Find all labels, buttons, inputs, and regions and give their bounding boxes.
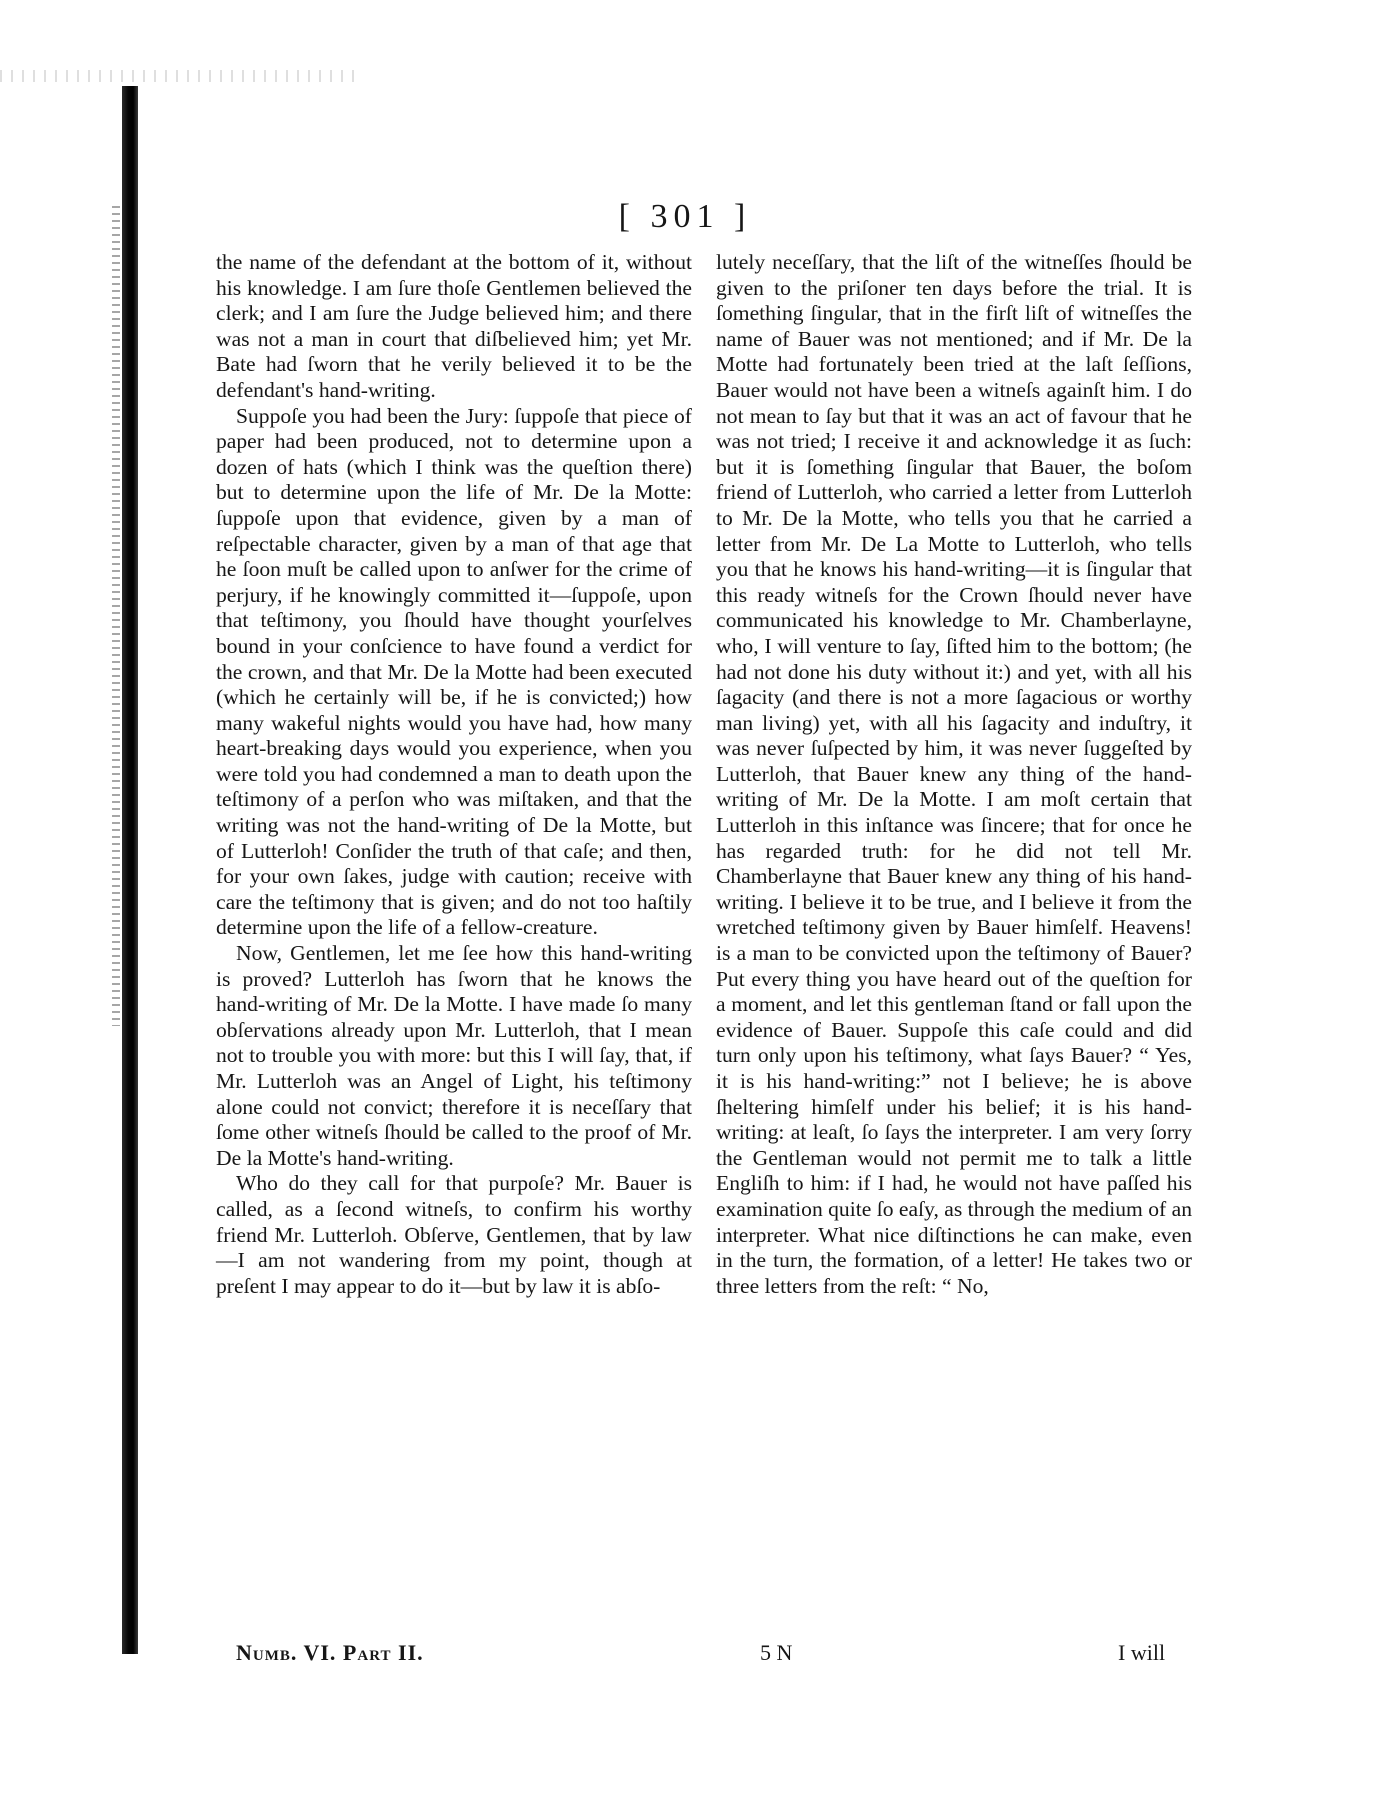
right-column xyxy=(716,250,1192,1299)
left-column xyxy=(216,250,692,1299)
signature-mark: Numb. VI. Part II. xyxy=(236,1640,424,1665)
paragraph: the name of the defendant at the bottom of it, without his knowledge. I am ſure thoſe Gentlemen believed the clerk; and I am ſure the Judge believed him; and there was not a man in court that diſbelieved him; yet Mr. Bate had ſworn that he verily believed it to be the defendant's hand-writing. xyxy=(216,250,692,402)
catchword: I will xyxy=(1118,1640,1166,1665)
page-number: [ 301 ] xyxy=(618,198,752,235)
paragraph: Who do they call for that purpoſe? Mr. Bauer is called, as a ſecond witneſs, to confirm his worthy friend Mr. Lutterloh. Obſerve, Gentlemen, that by law—I am not wandering from my point, though at preſent I may appear to do it—but by law it is abſo- xyxy=(216,1171,692,1298)
scan-noise xyxy=(0,70,360,82)
sheet-mark: 5 N xyxy=(760,1640,793,1665)
book-binding-shadow xyxy=(122,86,138,1654)
paragraph: Now, Gentlemen, let me ſee how this hand-writing is proved? Lutterloh has ſworn that he knows the hand-writing of Mr. De la Motte. I have made ſo many obſervations already upon Mr. Lutterloh, that I mean not to trouble you with more: but this I will ſay, that, if Mr. Lutterloh was an Angel of Light, his teſtimony alone could not convict; therefore it is neceſſary that ſome other witneſs ſhould be called to the proof of Mr. De la Motte's hand-writing. xyxy=(216,941,692,1170)
paragraph: Suppoſe you had been the Jury: ſuppoſe that piece of paper had been produced, not to determine upon a dozen of hats (which I think was the queſtion there) but to determine upon the life of Mr. De la Motte: ſuppoſe upon that evidence, given by a man of reſpectable character, given by a man of that age that he ſoon muſt be called upon to anſwer for the crime of perjury, if he knowingly committed it—ſuppoſe, upon that teſtimony, you ſhould have thought yourſelves bound in your conſcience to have found a verdict for the crown, and that Mr. De la Motte had been executed (which he certainly will be, if he is convicted;) how many wakeful nights would you have had, how many heart-breaking days would you experience, when you were told you had condemned a man to death upon the teſtimony of a perſon who was miſtaken, and that the writing was not the hand-writing of De la Motte, but of Lutterloh! Conſider the truth of that caſe; and then, for your own ſakes, judge with caution; receive with care the teſtimony that is given; and do not too haſtily determine upon the life of a fellow-creature. xyxy=(216,403,692,940)
paragraph: lutely neceſſary, that the liſt of the witneſſes ſhould be given to the priſoner ten days before the trial. It is ſomething ſingular, that in the firſt liſt of witneſſes the name of Bauer was not mentioned; and if Mr. De la Motte had fortunately been tried at the laſt ſeſſions, Bauer would not have been a witneſs againſt him. I do not mean to ſay but that it was an act of favour that he was not tried; I receive it and acknowledge it as ſuch: but it is ſomething ſingular that Bauer, the boſom friend of Lutterloh, who carried a letter from Lutterloh to Mr. De la Motte, who tells you that he carried a letter from Mr. De La Motte to Lutterloh, who tells you that he knows his hand-writing—it is ſingular that this ready witneſs for the Crown ſhould never have communicated his knowledge to Mr. Chamberlayne, who, I will venture to ſay, ſifted him to the bottom; (he had not done his duty without it:) and yet, with all his ſagacity (and there is not a more ſagacious or worthy man living) yet, with all his ſagacity and induſtry, it was never ſuſpected by him, it was never ſuggeſted by Lutterloh, that Bauer knew any thing of the hand-writing of Mr. De la Motte. I am moſt certain that Lutterloh in this inſtance was ſincere; that for once he has regarded truth: for he did not tell Mr. Chamberlayne that Bauer knew any thing of his hand-writing. I believe it to be true, and I believe it from the wretched teſtimony given by Bauer himſelf. Heavens! is a man to be convicted upon the teſtimony of Bauer? Put every thing you have heard out of the queſtion for a moment, and let this gentleman ſtand or fall upon the evidence of Bauer. Suppoſe this caſe could and did turn only upon his teſtimony, what ſays Bauer? “ Yes, it is his hand-writing:” not I believe; he is above ſheltering himſelf under his belief; it is his hand-writing: at leaſt, ſo ſays the interpreter. I am very ſorry the Gentleman would not permit me to talk a little Engliſh to him: if I had, he would not have paſſed his examination quite ſo eaſy, as through the medium of an interpreter. What nice diſtinctions he can make, even in the turn, the formation, of a letter! He takes two or three letters from the reſt: “ No, xyxy=(716,250,1192,1298)
